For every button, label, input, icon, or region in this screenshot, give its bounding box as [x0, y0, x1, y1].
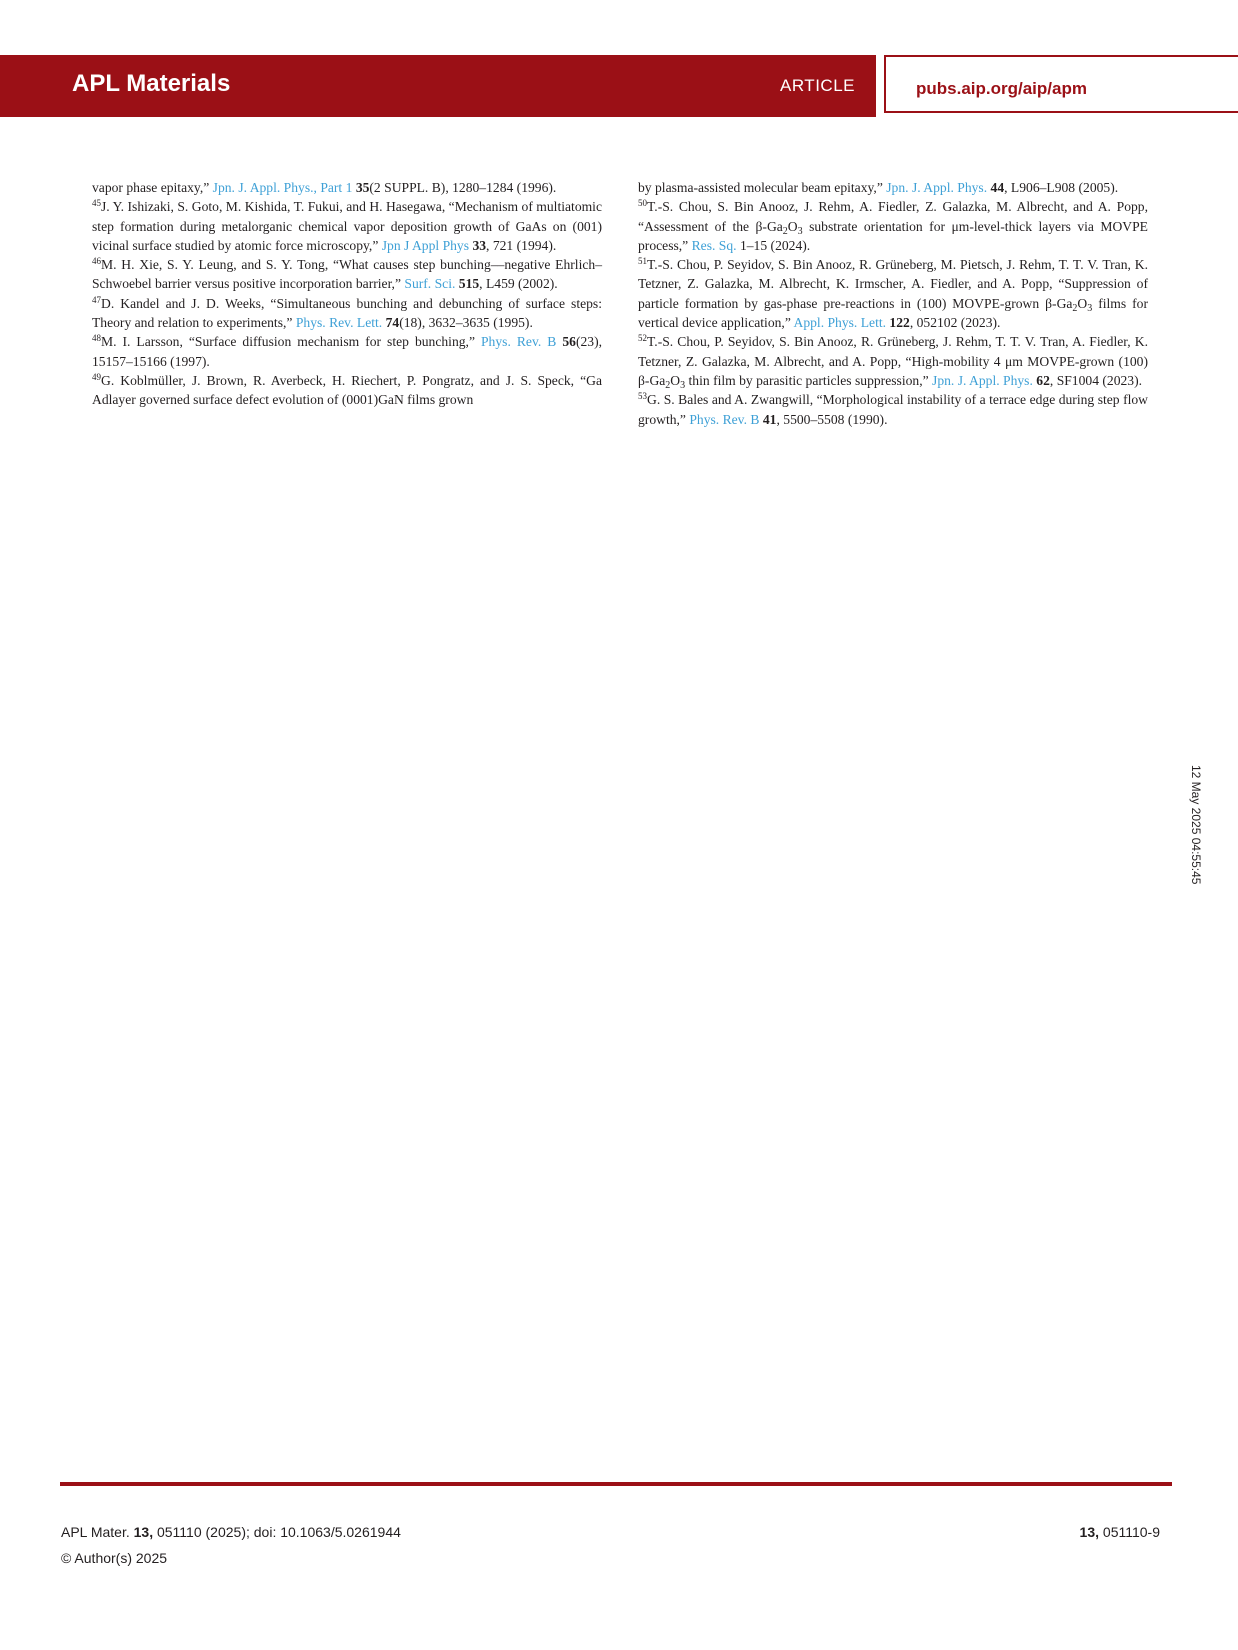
journal-link[interactable]: Res. Sq.: [691, 237, 737, 253]
article-type-label: ARTICLE: [780, 76, 855, 95]
references-right-column: [638, 178, 1148, 429]
reference-49-continued: by plasma-assisted molecular beam epitaxy,” Jpn. J. Appl. Phys. 44, L906–L908 (2005).: [638, 180, 1119, 195]
reference-48: $^{48}$M. I. Larsson, “Surface diffusion mechanism for step bunching,” Phys. Rev. B 56(23), 15157–15166 (1997).: [92, 333, 602, 369]
reference-51: $^{51}$T.-S. Chou, P. Seyidov, S. Bin Anooz, R. Grüneberg, M. Pietsch, J. Rehm, T. T. V. Tran, K. Tetzner, Z. Galazka, M. Albrecht, K. Irmscher, A. Fiedler, and A. Popp, “Suppression of particle formation by gas-phase pre-reactions in (100) MOVPE-grown $\beta-Ga_2O_3$ films for vertical device application,” Appl. Phys. Lett. 122, 052102 (2023).: [638, 256, 1148, 331]
journal-link[interactable]: Appl. Phys. Lett.: [793, 315, 887, 331]
reference-44-continued: vapor phase epitaxy,” Jpn. J. Appl. Phys., Part 1 35(2 SUPPL. B), 1280–1284 (1996).: [92, 180, 557, 195]
reference-45: $^{45}$J. Y. Ishizaki, S. Goto, M. Kishida, T. Fukui, and H. Hasegawa, “Mechanism of multiatomic step formation during metalorganic chemical vapor deposition growth of GaAs on (001) vicinal surface studied by atomic force microscopy,” Jpn J Appl Phys 33, 721 (1994).: [92, 198, 602, 253]
footer-rule: [60, 1482, 1172, 1486]
footer-citation: APL Mater. 13, 051110 (2025); doi: 10.1063/5.0261944: [61, 1524, 401, 1540]
journal-title: APL Materials: [72, 70, 231, 97]
reference-47: $^{47}$D. Kandel and J. D. Weeks, “Simultaneous bunching and debunching of surface steps: Theory and relation to experiments,” Phys. Rev. Lett. 74(18), 3632–3635 (1995).: [92, 294, 602, 331]
reference-50: $^{50}$T.-S. Chou, S. Bin Anooz, J. Rehm, A. Fiedler, Z. Galazka, M. Albrecht, and A. Popp, “Assessment of the $\beta-Ga_2O_3$ substrate orientation for μm-level-thick layers via MOVPE process,” Res. Sq. 1–15 (2024).: [638, 198, 1148, 253]
journal-link[interactable]: Jpn J Appl Phys: [381, 237, 470, 253]
journal-link[interactable]: Surf. Sci.: [404, 276, 456, 292]
journal-link[interactable]: Jpn. J. Appl. Phys.: [932, 372, 1033, 388]
references-left-column: [92, 178, 602, 410]
journal-link[interactable]: Phys. Rev. B: [689, 411, 760, 427]
journal-link[interactable]: Phys. Rev. Lett.: [295, 315, 383, 331]
footer-copyright: © Author(s) 2025: [61, 1550, 168, 1566]
reference-53: $^{53}$G. S. Bales and A. Zwangwill, “Morphological instability of a terrace edge during step flow growth,” Phys. Rev. B 41, 5500–5508 (1990).: [638, 391, 1148, 427]
reference-52: $^{52}$T.-S. Chou, P. Seyidov, S. Bin Anooz, R. Grüneberg, J. Rehm, T. T. V. Tran, A. Fiedler, K. Tetzner, Z. Galazka, M. Albrecht, and A. Popp, “High-mobility 4 μm MOVPE-grown (100) $\beta-Ga_2O_3$ thin film by parasitic particles suppression,” Jpn. J. Appl. Phys. 62, SF1004 (2023).: [638, 333, 1148, 391]
journal-link[interactable]: Phys. Rev. B: [481, 334, 557, 350]
journal-url-link[interactable]: pubs.aip.org/aip/apm: [916, 79, 1087, 98]
page-number: 13, 051110-9: [1079, 1524, 1160, 1540]
reference-49: $^{49}$G. Koblmüller, J. Brown, R. Averbeck, H. Riechert, P. Pongratz, and J. S. Speck, “Ga Adlayer governed surface defect evolution of (0001)GaN films grown: [92, 371, 602, 408]
reference-46: $^{46}$M. H. Xie, S. Y. Leung, and S. Y. Tong, “What causes step bunching––negative Ehrlich–Schwoebel barrier versus positive incorporation barrier,” Surf. Sci. 515, L459 (2002).: [92, 256, 602, 292]
journal-link[interactable]: Jpn. J. Appl. Phys.: [886, 180, 988, 195]
journal-link[interactable]: Jpn. J. Appl. Phys., Part 1: [212, 180, 353, 195]
download-timestamp: 12 May 2025 04:55:45: [1189, 765, 1203, 885]
